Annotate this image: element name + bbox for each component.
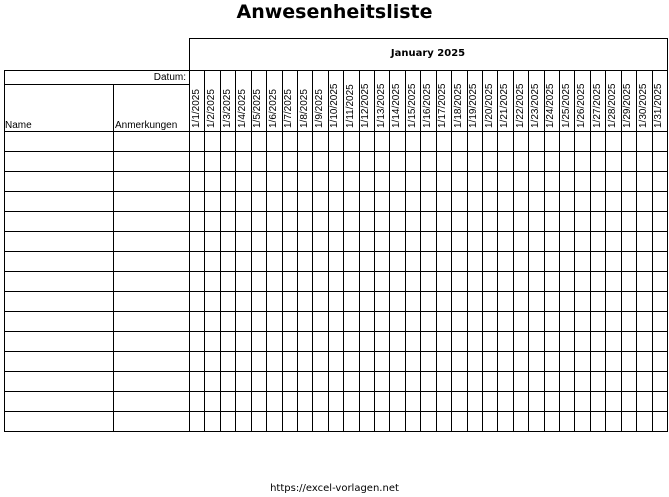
header-row-top-border (4, 84, 189, 85)
date-column-header: 1/2/2025 (206, 89, 218, 128)
date-column-header: 1/28/2025 (607, 83, 619, 128)
date-column-header: 1/3/2025 (221, 89, 233, 128)
table-row-border (4, 191, 668, 192)
month-header: January 2025 (390, 48, 466, 59)
date-column-header: 1/11/2025 (344, 84, 356, 128)
remarks-column-header: Anmerkungen (115, 120, 178, 131)
table-row-border (4, 431, 668, 432)
table-row-border (4, 151, 668, 152)
date-column-header: 1/22/2025 (514, 83, 526, 128)
datum-label: Datum: (153, 72, 186, 83)
date-column-header: 1/18/2025 (452, 83, 464, 128)
date-column-header: 1/9/2025 (314, 89, 326, 128)
date-column-header: 1/26/2025 (576, 83, 588, 128)
table-row-border (4, 371, 668, 372)
date-column-header: 1/25/2025 (560, 83, 572, 128)
date-column-header: 1/19/2025 (468, 83, 480, 128)
table-row-border (4, 251, 668, 252)
date-column-header: 1/14/2025 (391, 83, 403, 128)
date-column-header: 1/21/2025 (499, 83, 511, 128)
date-column-header: 1/27/2025 (591, 83, 603, 128)
table-row-border (4, 311, 668, 312)
date-column-header: 1/10/2025 (329, 83, 341, 128)
date-column-header: 1/8/2025 (298, 89, 310, 128)
table-row-border (4, 211, 668, 212)
table-row-border (4, 351, 668, 352)
date-column-header: 1/7/2025 (283, 89, 295, 128)
date-column-header: 1/31/2025 (653, 83, 665, 128)
date-column-header: 1/29/2025 (622, 83, 634, 128)
date-column-header: 1/24/2025 (545, 83, 557, 128)
month-band-right-border (667, 38, 668, 70)
table-row-border (4, 171, 668, 172)
table-row-border (4, 271, 668, 272)
name-column-header: Name (5, 120, 32, 131)
date-column-header: 1/12/2025 (360, 83, 372, 128)
date-column-header: 1/16/2025 (422, 83, 433, 128)
date-column-header: 1/1/2025 (190, 89, 202, 128)
date-column-header: 1/6/2025 (267, 89, 279, 128)
date-column-header: 1/30/2025 (637, 83, 649, 128)
page-title: Anwesenheitsliste (236, 1, 433, 23)
date-column-header: 1/4/2025 (236, 89, 248, 128)
date-column-header: 1/20/2025 (483, 83, 495, 128)
date-column-header: 1/5/2025 (252, 89, 264, 128)
date-column-header: 1/13/2025 (375, 83, 387, 128)
date-column-header: 1/15/2025 (406, 83, 418, 128)
date-column-header: 1/17/2025 (437, 83, 449, 128)
date-column-header: 1/23/2025 (529, 83, 541, 128)
footer-link[interactable]: https://excel-vorlagen.net (270, 483, 399, 494)
table-row-border (4, 411, 668, 412)
table-row-border (4, 391, 668, 392)
table-row-border (4, 331, 668, 332)
table-row-border (4, 291, 668, 292)
remarks-column-left-border (113, 84, 114, 432)
table-row-border (4, 231, 668, 232)
header-row-bottom-border (4, 131, 668, 132)
